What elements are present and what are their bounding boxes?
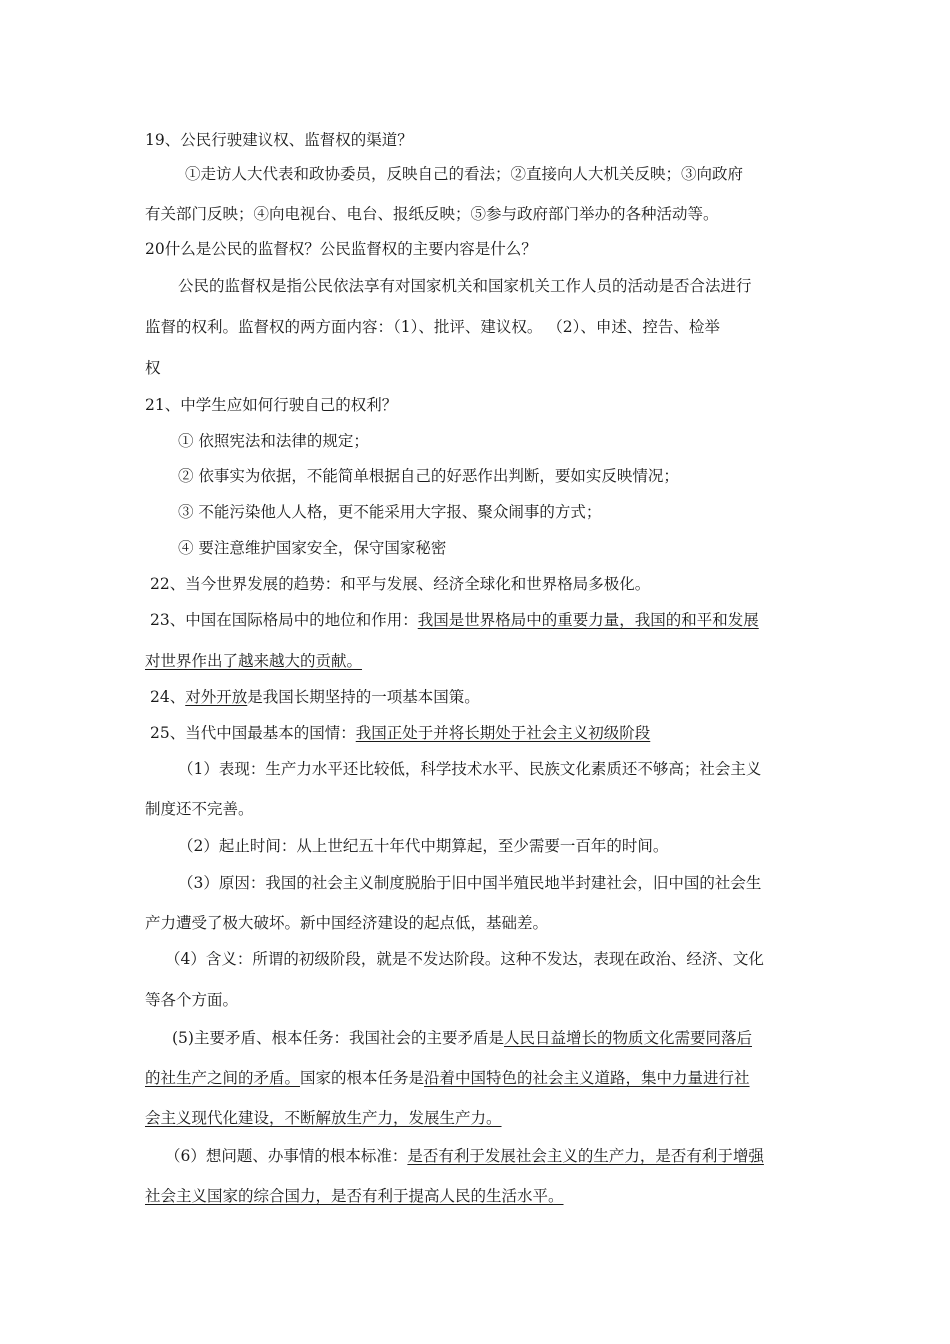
answer-19-line-1: ①走访人大代表和政协委员，反映自己的看法；②直接向人大机关反映；③向政府 bbox=[185, 165, 744, 183]
item-24-number: 24、 bbox=[150, 688, 186, 706]
question-20: 20什么是公民的监督权？公民监督权的主要内容是什么？ bbox=[145, 240, 537, 258]
item-25-label: 25、当代中国最基本的国情： bbox=[150, 724, 356, 742]
item-25-1-line-2: 制度还不完善。 bbox=[145, 800, 254, 818]
item-25-6-standard-cont: 社会主义国家的综合国力，是否有利于提高人民的生活水平。 bbox=[145, 1187, 564, 1205]
answer-21-item-2: ② 依事实为依据，不能简单根据自己的好恶作出判断，要如实反映情况； bbox=[178, 467, 679, 485]
item-25-6-standard: 是否有利于发展社会主义的生产力，是否有利于增强 bbox=[407, 1147, 764, 1165]
item-24 bbox=[150, 687, 815, 707]
item-25-3-line-2: 产力遭受了极大破坏。新中国经济建设的起点低，基础差。 bbox=[145, 914, 549, 932]
item-25-4-line-1: （4）含义：所谓的初级阶段，就是不发达阶段。这种不发达，表现在政治、经济、文化 bbox=[165, 950, 764, 968]
item-25-5-task-cont: 会主义现代化建设，不断解放生产力，发展生产力。 bbox=[145, 1109, 502, 1127]
item-23-label: 23、中国在国际格局中的地位和作用： bbox=[150, 611, 418, 629]
item-25 bbox=[150, 723, 815, 743]
question-21: 21、中学生应如何行驶自己的权利？ bbox=[145, 396, 398, 414]
item-23-answer: 我国是世界格局中的重要力量，我国的和平和发展 bbox=[417, 611, 759, 629]
item-23-answer-cont: 对世界作出了越来越大的贡献。 bbox=[145, 652, 363, 670]
answer-21-item-4: ④ 要注意维护国家安全，保守国家秘密 bbox=[178, 539, 447, 557]
item-25-5-line-1 bbox=[172, 1028, 837, 1048]
item-25-5-line-2 bbox=[145, 1068, 810, 1088]
item-25-5-label: (5)主要矛盾、根本任务：我国社会的主要矛盾是 bbox=[172, 1029, 504, 1047]
answer-20-line-2: 监督的权利。监督权的两方面内容：（1）、批评、建议权。 （2）、申述、控告、检举 bbox=[145, 318, 720, 336]
item-24-rest: 是我国长期坚持的一项基本国策。 bbox=[247, 688, 480, 706]
item-25-3-line-1: （3）原因：我国的社会主义制度脱胎于旧中国半殖民地半封建社会，旧中国的社会生 bbox=[178, 874, 762, 892]
item-22: 22、当今世界发展的趋势：和平与发展、经济全球化和世界格局多极化。 bbox=[150, 575, 651, 593]
item-25-6-line-1 bbox=[165, 1146, 830, 1166]
item-25-5-task-label: 国家的根本任务是 bbox=[300, 1069, 425, 1087]
item-25-5-contradiction: 人民日益增长的物质文化需要同落后 bbox=[503, 1029, 752, 1047]
answer-20-line-3: 权 bbox=[145, 359, 161, 377]
item-25-5-line-3 bbox=[145, 1108, 810, 1128]
item-23-line-1 bbox=[150, 610, 815, 630]
question-19: 19、公民行驶建议权、监督权的渠道？ bbox=[145, 131, 413, 149]
item-25-2: （2）起止时间：从上世纪五十年代中期算起，至少需要一百年的时间。 bbox=[178, 837, 669, 855]
item-24-answer: 对外开放 bbox=[185, 688, 248, 706]
answer-19-line-2: 有关部门反映；④向电视台、电台、报纸反映；⑤参与政府部门举办的各种活动等。 bbox=[145, 205, 719, 223]
answer-21-item-3: ③ 不能污染他人人格，更不能采用大字报、聚众闹事的方式； bbox=[178, 503, 602, 521]
item-23-line-2 bbox=[145, 651, 810, 671]
item-25-4-line-2: 等各个方面。 bbox=[145, 991, 239, 1009]
item-25-1-line-1: （1）表现：生产力水平还比较低，科学技术水平、民族文化素质还不够高；社会主义 bbox=[178, 760, 762, 778]
item-25-6-line-2 bbox=[145, 1186, 810, 1206]
item-25-6-label: （6）想问题、办事情的根本标准： bbox=[165, 1147, 408, 1165]
answer-20-line-1: 公民的监督权是指公民依法享有对国家机关和国家机关工作人员的活动是否合法进行 bbox=[178, 277, 752, 295]
item-25-answer: 我国正处于并将长期处于社会主义初级阶段 bbox=[355, 724, 651, 742]
answer-21-item-1: ① 依照宪法和法律的规定； bbox=[178, 432, 369, 450]
item-25-5-task: 沿着中国特色的社会主义道路，集中力量进行社 bbox=[424, 1069, 750, 1087]
item-25-5-contradiction-cont: 的社生产之间的矛盾。 bbox=[145, 1069, 301, 1087]
